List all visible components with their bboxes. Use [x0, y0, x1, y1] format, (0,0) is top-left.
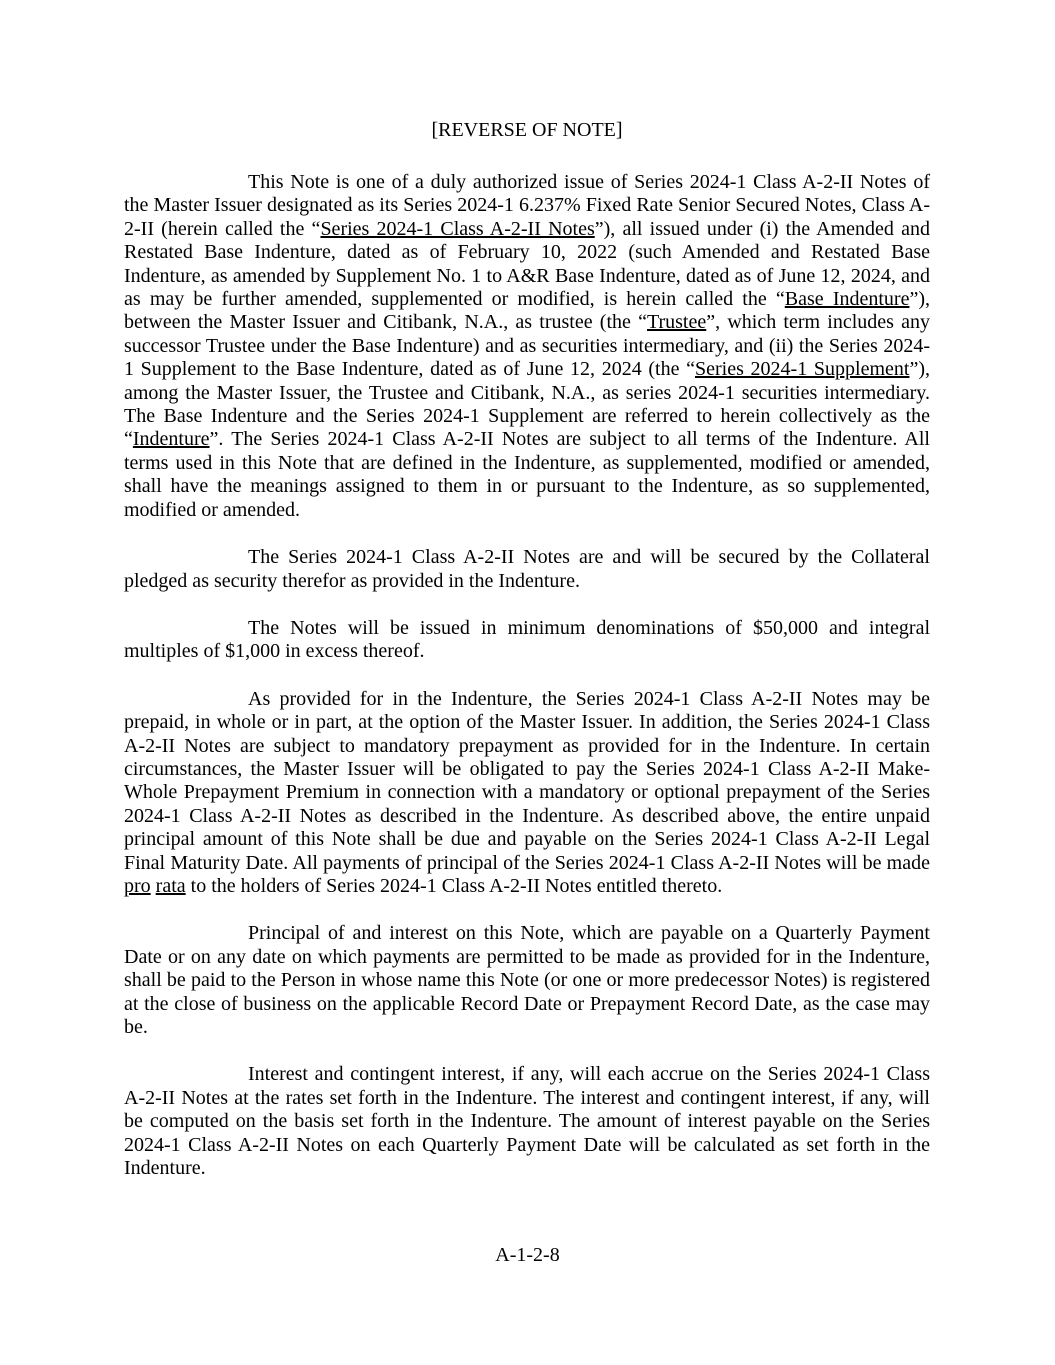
text-run: ”), all issued under (i) the Amended and Restated Base Indenture, dated as of February 10, 2022 (such Amended and Restated Base Indenture, as amended by Supplement No. 1 to A&R Base Indenture, dated as of June 12, 2024, and as may be further amended, supplemented or modified, is herein called the “ — [124, 217, 930, 311]
text-run: The Notes will be issued in minimum denominations of $50,000 and integral multiples of $1,000 in excess thereof. — [124, 616, 930, 663]
paragraph — [124, 688, 930, 899]
text-run: This Note is one of a duly authorized issue of Series 2024-1 Class A-2-II Notes of the Master Issuer designated as its Series 2024-1 6.237% Fixed Rate Senior Secured Notes, Class A-2-II (herein called the “ — [124, 171, 930, 240]
text-run: As provided for in the Indenture, the Series 2024-1 Class A-2-II Notes may be prepaid, in whole or in part, at the option of the Master Issuer. In addition, the Series 2024-1 Class A-2-II Notes are subject to mandatory prepayment as provided for in the Indenture. In certain circumstances, the Master Issuer will be obligated to pay the Series 2024-1 Class A-2-II Make-Whole Prepayment Premium in connection with a mandatory or optional prepayment of the Series 2024-1 Class A-2-II Notes as described in the Indenture. As described above, the entire unpaid principal amount of this Note shall be due and payable on the Series 2024-1 Class A-2-II Legal Final Maturity Date. All payments of principal of the Series 2024-1 Class A-2-II Notes will be made — [124, 687, 930, 874]
document-title: [REVERSE OF NOTE] — [431, 119, 623, 141]
paragraph — [124, 922, 930, 1039]
document-content — [124, 118, 930, 1204]
defined-term: Trustee — [646, 311, 707, 334]
text-run: ”. The Series 2024-1 Class A-2-II Notes are subject to all terms of the Indenture. All terms used in this Note that are defined in the Indenture, as supplemented, modified or amended, shall have the meanings assigned to them in or pursuant to the Indenture, as so supplemented, modified or amended. — [124, 428, 930, 521]
paragraph — [124, 171, 930, 522]
page-number: A-1-2-8 — [495, 1244, 560, 1266]
text-run: Principal of and interest on this Note, which are payable on a Quarterly Payment Date or on any date on which payments are permitted to be made as provided for in the Indenture, shall be paid to the Person in whose name this Note (or one or more predecessor Notes) is registered at the close of business on the applicable Record Date or Prepayment Record Date, as the case may be. — [124, 922, 930, 1038]
text-run: ”), among the Master Issuer, the Trustee and Citibank, N.A., as series 2024-1 securities intermediary. The Base Indenture and the Series 2024-1 Supplement are referred to herein collectively as the “ — [124, 358, 930, 451]
paragraph — [124, 546, 930, 593]
paragraph — [124, 617, 930, 664]
defined-term: Base Indenture — [784, 288, 910, 311]
defined-term: Indenture — [132, 428, 210, 451]
defined-term: Series 2024-1 Supplement — [695, 358, 910, 381]
defined-term: rata — [155, 874, 186, 897]
text-run: Interest and contingent interest, if any, will each accrue on the Series 2024-1 Class A-2-II Notes at the rates set forth in the Indenture. The interest and contingent interest, if any, will be computed on the basis set forth in the Indenture. The amount of interest payable on the Series 2024-1 Class A-2-II Notes on each Quarterly Payment Date will be calculated as set forth in the Indenture. — [124, 1063, 930, 1180]
document-body — [124, 171, 930, 1180]
text-run: The Series 2024-1 Class A-2-II Notes are and will be secured by the Collateral pledged as security therefor as provided in the Indenture. — [124, 546, 930, 592]
defined-term: pro — [124, 874, 151, 897]
text-run: ”), between the Master Issuer and Citibank, N.A., as trustee (the “ — [124, 288, 930, 334]
defined-term: Series 2024-1 Class A-2-II Notes — [320, 217, 595, 240]
text-run: to the holders of Series 2024-1 Class A-2-II Notes entitled thereto. — [185, 874, 723, 897]
text-run: ”, which term includes any successor Trustee under the Base Indenture) and as securities intermediary, and (ii) the Series 2024-1 Supplement to the Base Indenture, dated as of June 12, 2024 (the “ — [124, 311, 930, 381]
paragraph — [124, 1063, 930, 1180]
